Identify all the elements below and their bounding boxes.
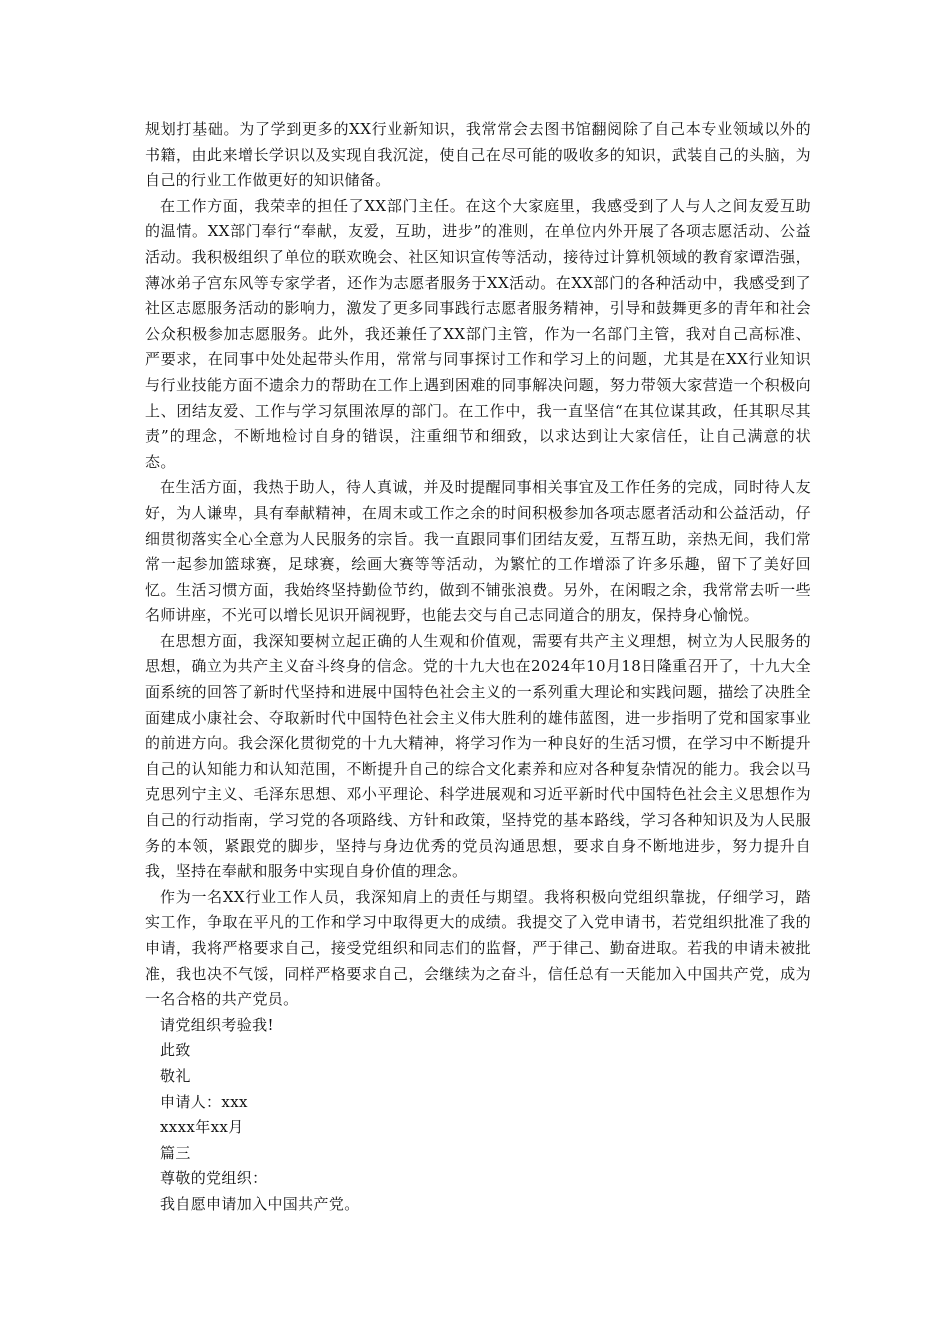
salutation-jingli: 敬礼 <box>160 1066 191 1085</box>
document-body <box>145 117 811 1218</box>
applicant-name: 申请人：xxx <box>160 1092 248 1111</box>
closing-request-line: 请党组织考验我! <box>160 1015 274 1034</box>
paragraph-life: 在生活方面，我热于助人，待人真诚，并及时提醒同事相关事宜及工作任务的完成，同时待人友好，为人谦卑，具有奉献精神，在周末或工作之余的时间积极参加各项志愿者活动和公益活动，仔细贯彻落实全心全意为人民服务的宗旨。我一直跟同事们团结友爱，互帮互助，亲热无间，我们常常一起参加篮球赛，足球赛，绘画大赛等等活动，为繁忙的工作增添了许多乐趣，留下了美好回忆。生活习惯方面，我始终坚持勤俭节约，做到不铺张浪费。另外，在闲暇之余，我常常去听一些名师讲座，不光可以增长见识开阔视野，也能去交与自己志同道合的朋友，保持身心愉悦。 <box>145 478 811 625</box>
letter-greeting: 尊敬的党组织： <box>160 1169 268 1188</box>
salutation-cizhi: 此致 <box>160 1041 191 1060</box>
paragraph-intro-continued: 规划打基础。为了学到更多的XX行业新知识，我常常会去图书馆翻阅除了自己本专业领域以外的书籍，由此来增长学识以及实现自我沉淀，使自己在尽可能的吸收多的知识，武装自己的头脑，为自己的行业工作做更好的知识储备。 <box>145 120 811 190</box>
paragraph-commitment: 作为一名XX行业工作人员，我深知肩上的责任与期望。我将积极向党组织靠拢，仔细学习，踏实工作，争取在平凡的工作和学习中取得更大的成绩。我提交了入党申请书，若党组织批准了我的申请，我将严格要求自己，接受党组织和同志们的监督，严于律己、勤奋进取。若我的申请未被批准，我也决不气馁，同样严格要求自己，会继续为之奋斗，信任总有一天能加入中国共产党，成为一名合格的共产党员。 <box>145 887 811 1009</box>
application-date: xxxx年xx月 <box>160 1118 244 1137</box>
letter-opening-line: 我自愿申请加入中国共产党。 <box>160 1194 360 1213</box>
section-heading: 篇三 <box>160 1143 191 1162</box>
paragraph-thought: 在思想方面，我深知要树立起正确的人生观和价值观，需要有共产主义理想，树立为人民服务的思想，确立为共产主义奋斗终身的信念。党的十九大也在2024年10月18日隆重召开了，十九大全面系统的回答了新时代坚持和进展中国特色社会主义的一系列重大理论和实践问题，描绘了决胜全面建成小康社会、夺取新时代中国特色社会主义伟大胜利的雄伟蓝图，进一步指明了党和国家事业的前进方向。我会深化贯彻党的十九大精神，将学习作为一种良好的生活习惯，在学习中不断提升自己的认知能力和认知范围，不断提升自己的综合文化素养和应对各种复杂情况的能力。我会以马克思列宁主义、毛泽东思想、邓小平理论、科学进展观和习近平新时代中国特色社会主义思想作为自己的行动指南，学习党的各项路线、方针和政策，坚持党的基本路线，学习各种知识及为人民服务的本领，紧跟党的脚步，坚持与身边优秀的党员沟通思想，要求自身不断地进步，努力提升自我，坚持在奉献和服务中实现自身价值的理念。 <box>145 631 811 881</box>
paragraph-work: 在工作方面，我荣幸的担任了XX部门主任。在这个大家庭里，我感受到了人与人之间友爱互助的温情。XX部门奉行“奉献，友爱，互助，进步”的准则，在单位内外开展了各项志愿活动、公益活动。我积极组织了单位的联欢晚会、社区知识宣传等活动，接待过计算机领域的教育家谭浩强，薄冰弟子宫东风等专家学者，还作为志愿者服务于XX活动。在XX部门的各种活动中，我感受到了社区志愿服务活动的影响力，激发了更多同事践行志愿者服务精神，引导和鼓舞更多的青年和社会公众积极参加志愿服务。此外，我还兼任了XX部门主管，作为一名部门主管，我对自己高标准、严要求，在同事中处处起带头作用，常常与同事探讨工作和学习上的问题，尤其是在XX行业知识与行业技能方面不遗余力的帮助在工作上遇到困难的同事解决问题，努力带领大家营造一个积极向上、团结友爱、工作与学习氛围浓厚的部门。在工作中，我一直坚信“在其位谋其政，任其职尽其责”的理念，不断地检讨自身的错误，注重细节和细致，以求达到让大家信任，让自己满意的状态。 <box>145 196 811 471</box>
